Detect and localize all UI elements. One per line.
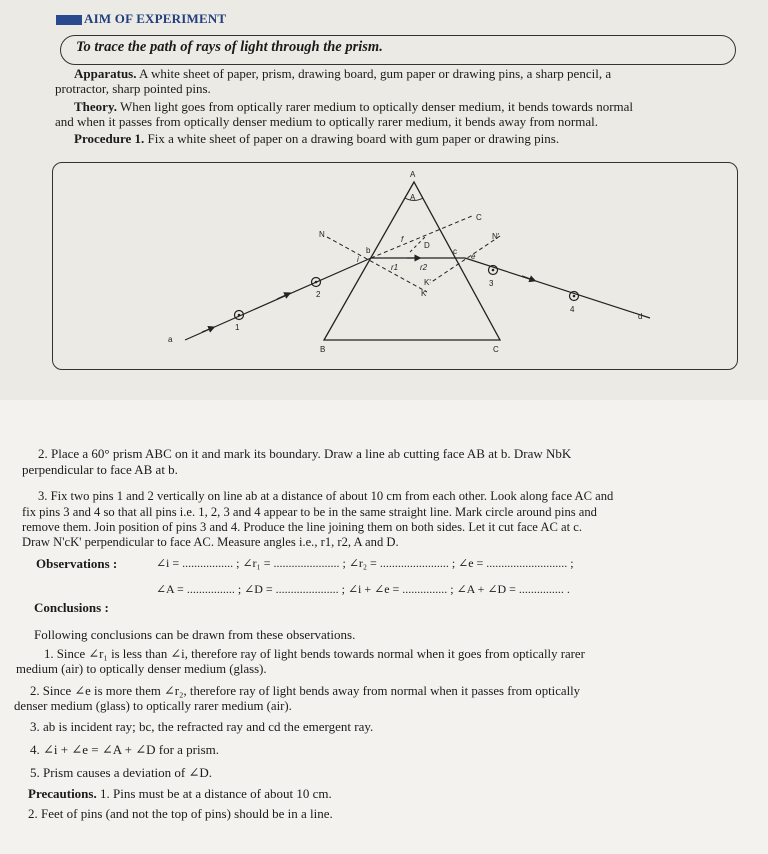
step3-line3: remove them. Join position of pins 3 and 4. Produce the line joining them on both sides. Let it cut face AC at c. xyxy=(22,520,582,534)
pin-2 xyxy=(312,278,321,287)
theory-line1 xyxy=(74,99,633,114)
label-N-prime: N' xyxy=(492,232,500,241)
step2-line1: 2. Place a 60° prism ABC on it and mark its boundary. Draw a line ab cutting face AB at b. Draw NbK xyxy=(38,446,572,461)
header-bar-icon xyxy=(56,15,82,25)
observations-label: Observations : xyxy=(36,556,118,571)
label-A: A xyxy=(410,170,416,179)
label-c: c xyxy=(453,247,457,256)
incident-arrow-2 xyxy=(277,294,288,299)
step3-line1: 3. Fix two pins 1 and 2 vertically on line ab at a distance of about 10 cm from each other. Look along face AC and xyxy=(38,489,614,503)
conclusion-2-line1: 2. Since ∠e is more them ∠r₂, therefore ray of light bends away from normal when it passes from optically xyxy=(30,684,581,698)
label-i: i xyxy=(357,255,359,264)
label-r2: r2 xyxy=(420,263,428,272)
observations-row2: ∠A = ................ ; ∠D = ..................... ; ∠i + ∠e = ............... ; ∠A + ∠D = ............... . xyxy=(156,582,570,596)
precaution-2: 2. Feet of pins (and not the top of pins) should be in a line. xyxy=(28,806,333,821)
step2-line2: perpendicular to face AB at b. xyxy=(22,462,178,477)
observations-row1: ∠i = ................. ; ∠r₁ = ...................... ; ∠r₂ = ....................... ; ∠e = ........................... ; xyxy=(156,556,574,570)
incident-arrow xyxy=(202,328,212,332)
label-C-top: C xyxy=(476,213,482,222)
step3-line4: Draw N'cK' perpendicular to face AC. Measure angles i.e., r1, r2, A and D. xyxy=(22,535,399,549)
apparatus-text: A white sheet of paper, prism, drawing board, gum paper or drawing pins, a sharp pencil, a xyxy=(139,66,612,81)
prism-ray-diagram xyxy=(52,162,738,370)
label-B: B xyxy=(320,345,326,354)
procedure1-label: Procedure 1. xyxy=(74,131,145,146)
conclusion-2-line2: denser medium (glass) to optically rarer medium (air). xyxy=(14,699,292,713)
label-C: C xyxy=(493,345,499,354)
precaution-1: 1. Pins must be at a distance of about 10 cm. xyxy=(99,786,332,801)
label-D: D xyxy=(424,241,430,250)
label-K: K xyxy=(421,289,427,298)
step3-line2: fix pins 3 and 4 so that all pins i.e. 1, 2, 3 and 4 appear to be in the same straight line. Mark circle around pins and xyxy=(22,505,597,519)
label-b: b xyxy=(366,246,371,255)
conclusion-1-line2: medium (air) to optically denser medium (glass). xyxy=(16,662,267,676)
header-label: AIM OF EXPERIMENT xyxy=(84,11,227,26)
conclusion-4: 4. ∠i + ∠e = ∠A + ∠D for a prism. xyxy=(30,742,220,757)
label-apex-A: A xyxy=(410,193,416,202)
precautions-line1 xyxy=(28,786,332,801)
section-header xyxy=(56,11,226,27)
label-f: f xyxy=(401,235,404,244)
theory-line2: and when it passes from optically denser medium to optically rarer medium, it bends away from normal. xyxy=(55,114,598,129)
emergent-arrow xyxy=(522,276,533,280)
conclusions-intro: Following conclusions can be drawn from these observations. xyxy=(34,627,356,642)
procedure1-line xyxy=(74,131,559,146)
apparatus-line1 xyxy=(74,66,611,81)
pin-label-4: 4 xyxy=(570,305,575,314)
normal-NbK xyxy=(327,237,427,292)
precautions-label: Precautions. xyxy=(28,786,97,801)
apparatus-label: Apparatus. xyxy=(74,66,137,81)
label-a: a xyxy=(168,335,173,344)
conclusions-label: Conclusions : xyxy=(34,600,109,615)
label-e: e xyxy=(471,252,476,261)
apparatus-line2: protractor, sharp pointed pins. xyxy=(55,81,211,96)
conclusion-3: 3. ab is incident ray; bc, the refracted ray and cd the emergent ray. xyxy=(30,719,374,734)
conclusion-5: 5. Prism causes a deviation of ∠D. xyxy=(30,765,213,780)
procedure1-text: Fix a white sheet of paper on a drawing board with gum paper or drawing pins. xyxy=(147,131,560,146)
aim-text: To trace the path of rays of light through the prism. xyxy=(76,39,383,55)
label-d: d xyxy=(638,312,643,321)
label-r1: r1 xyxy=(391,263,399,272)
emergent-ray xyxy=(465,258,650,318)
pin-label-2: 2 xyxy=(316,290,321,299)
label-K-prime: K' xyxy=(424,278,431,287)
pin-label-1: 1 xyxy=(235,323,240,332)
conclusion-1-line1: 1. Since ∠r₁ is less than ∠i, therefore ray of light bends towards normal when it goes from optically rarer xyxy=(44,647,585,661)
label-N: N xyxy=(319,230,325,239)
pin-label-3: 3 xyxy=(489,279,494,288)
theory-label: Theory. xyxy=(74,99,117,114)
theory-text: When light goes from optically rarer medium to optically denser medium, it bends towards normal xyxy=(120,99,634,114)
